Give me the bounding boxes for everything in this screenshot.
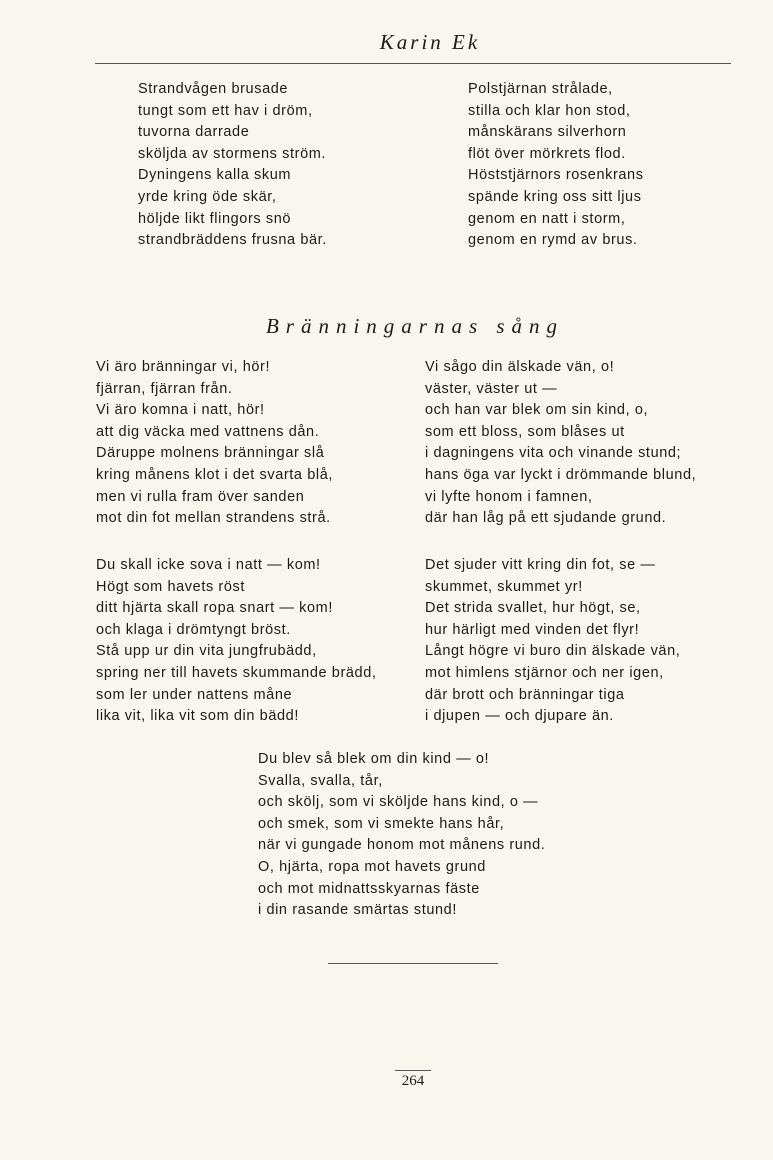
verse-line: i djupen — och djupare än. bbox=[425, 708, 614, 725]
verse-line: strandbräddens frusna bär. bbox=[138, 232, 327, 249]
verse-line: Det strida svallet, hur högt, se, bbox=[425, 600, 641, 617]
verse-line: Höststjärnors rosenkrans bbox=[468, 167, 644, 184]
verse-line: i dagningens vita och vinande stund; bbox=[425, 445, 682, 462]
verse-line: Du blev så blek om din kind — o! bbox=[258, 751, 490, 767]
verse-line: spring ner till havets skummande brädd, bbox=[96, 664, 377, 681]
verse-line: månskärans silverhorn bbox=[468, 124, 627, 141]
verse-line: Strandvågen brusade bbox=[138, 81, 289, 97]
verse-line: tungt som ett hav i dröm, bbox=[138, 102, 313, 119]
verse-line: Högt som havets röst bbox=[96, 578, 245, 595]
verse-line: och smek, som vi smekte hans hår, bbox=[258, 815, 505, 832]
verse-line: mot himlens stjärnor och ner igen, bbox=[425, 664, 664, 681]
stanza-2-left bbox=[96, 555, 377, 728]
verse-line: att dig väcka med vattnens dån. bbox=[96, 423, 320, 440]
verse-line: men vi rulla fram över sanden bbox=[96, 488, 305, 505]
verse-line: spände kring oss sitt ljus bbox=[468, 188, 642, 205]
verse-line: Stå upp ur din vita jungfrubädd, bbox=[96, 643, 317, 660]
verse-line: som ett bloss, som blåses ut bbox=[425, 423, 625, 440]
top-stanza-right bbox=[468, 79, 644, 252]
poem-title: Bränningarnas sång bbox=[265, 314, 565, 338]
verse-line: där brott och bränningar tiga bbox=[425, 686, 625, 703]
verse-line: skummet, skummet yr! bbox=[425, 578, 583, 595]
verse-line: yrde kring öde skär, bbox=[138, 188, 277, 205]
verse-line: fjärran, fjärran från. bbox=[96, 380, 233, 397]
verse-line: i din rasande smärtas stund! bbox=[258, 902, 457, 919]
verse-line: stilla och klar hon stod, bbox=[468, 102, 631, 119]
verse-line: genom en rymd av brus. bbox=[468, 232, 638, 249]
verse-line: sköljda av stormens ström. bbox=[138, 145, 327, 162]
verse-line: Svalla, svalla, tår, bbox=[258, 772, 383, 789]
verse-line: tuvorna darrade bbox=[138, 124, 250, 141]
verse-line: Långt högre vi buro din älskade vän, bbox=[425, 643, 681, 660]
verse-line: Polstjärnan strålade, bbox=[468, 81, 613, 97]
verse-line: hur härligt med vinden det flyr! bbox=[425, 621, 640, 638]
page-number: 264 bbox=[395, 1070, 431, 1090]
verse-line: Du skall icke sova i natt — kom! bbox=[96, 557, 321, 573]
verse-line: Däruppe molnens bränningar slå bbox=[96, 445, 325, 462]
verse-line: kring månens klot i det svarta blå, bbox=[96, 466, 333, 483]
verse-line: och skölj, som vi sköljde hans kind, o — bbox=[258, 794, 539, 811]
stanza-1-right bbox=[425, 357, 696, 530]
verse-line: ditt hjärta skall ropa snart — kom! bbox=[96, 600, 333, 617]
verse-line: och mot midnattsskyarnas fäste bbox=[258, 880, 480, 897]
verse-line: Vi äro komna i natt, hör! bbox=[96, 402, 265, 419]
verse-line: väster, väster ut — bbox=[425, 380, 558, 397]
header-rule bbox=[95, 63, 731, 64]
verse-line: hans öga var lyckt i drömmande blund, bbox=[425, 466, 697, 483]
verse-line: mot din fot mellan strandens strå. bbox=[96, 510, 331, 527]
verse-line: som ler under nattens måne bbox=[96, 686, 293, 703]
top-stanza-left bbox=[138, 79, 327, 252]
running-head-author: Karin Ek bbox=[379, 30, 481, 54]
verse-line: Dyningens kalla skum bbox=[138, 167, 292, 184]
verse-line: Det sjuder vitt kring din fot, se — bbox=[425, 557, 656, 573]
stanza-1-left bbox=[96, 357, 333, 530]
final-stanza bbox=[258, 749, 545, 922]
verse-line: när vi gungade honom mot månens rund. bbox=[258, 837, 546, 854]
verse-line: där han låg på ett sjudande grund. bbox=[425, 510, 667, 527]
verse-line: höljde likt flingors snö bbox=[138, 210, 292, 227]
verse-line: och klaga i drömtyngt bröst. bbox=[96, 621, 291, 638]
verse-line: O, hjärta, ropa mot havets grund bbox=[258, 858, 486, 875]
stanza-2-right bbox=[425, 555, 680, 728]
verse-line: och han var blek om sin kind, o, bbox=[425, 402, 649, 419]
end-rule bbox=[328, 963, 498, 964]
verse-line: genom en natt i storm, bbox=[468, 210, 626, 227]
verse-line: vi lyfte honom i famnen, bbox=[425, 488, 593, 505]
verse-line: Vi sågo din älskade vän, o! bbox=[425, 359, 615, 375]
verse-line: flöt över mörkrets flod. bbox=[468, 145, 626, 162]
verse-line: lika vit, lika vit som din bädd! bbox=[96, 708, 299, 725]
verse-line: Vi äro bränningar vi, hör! bbox=[96, 359, 271, 375]
